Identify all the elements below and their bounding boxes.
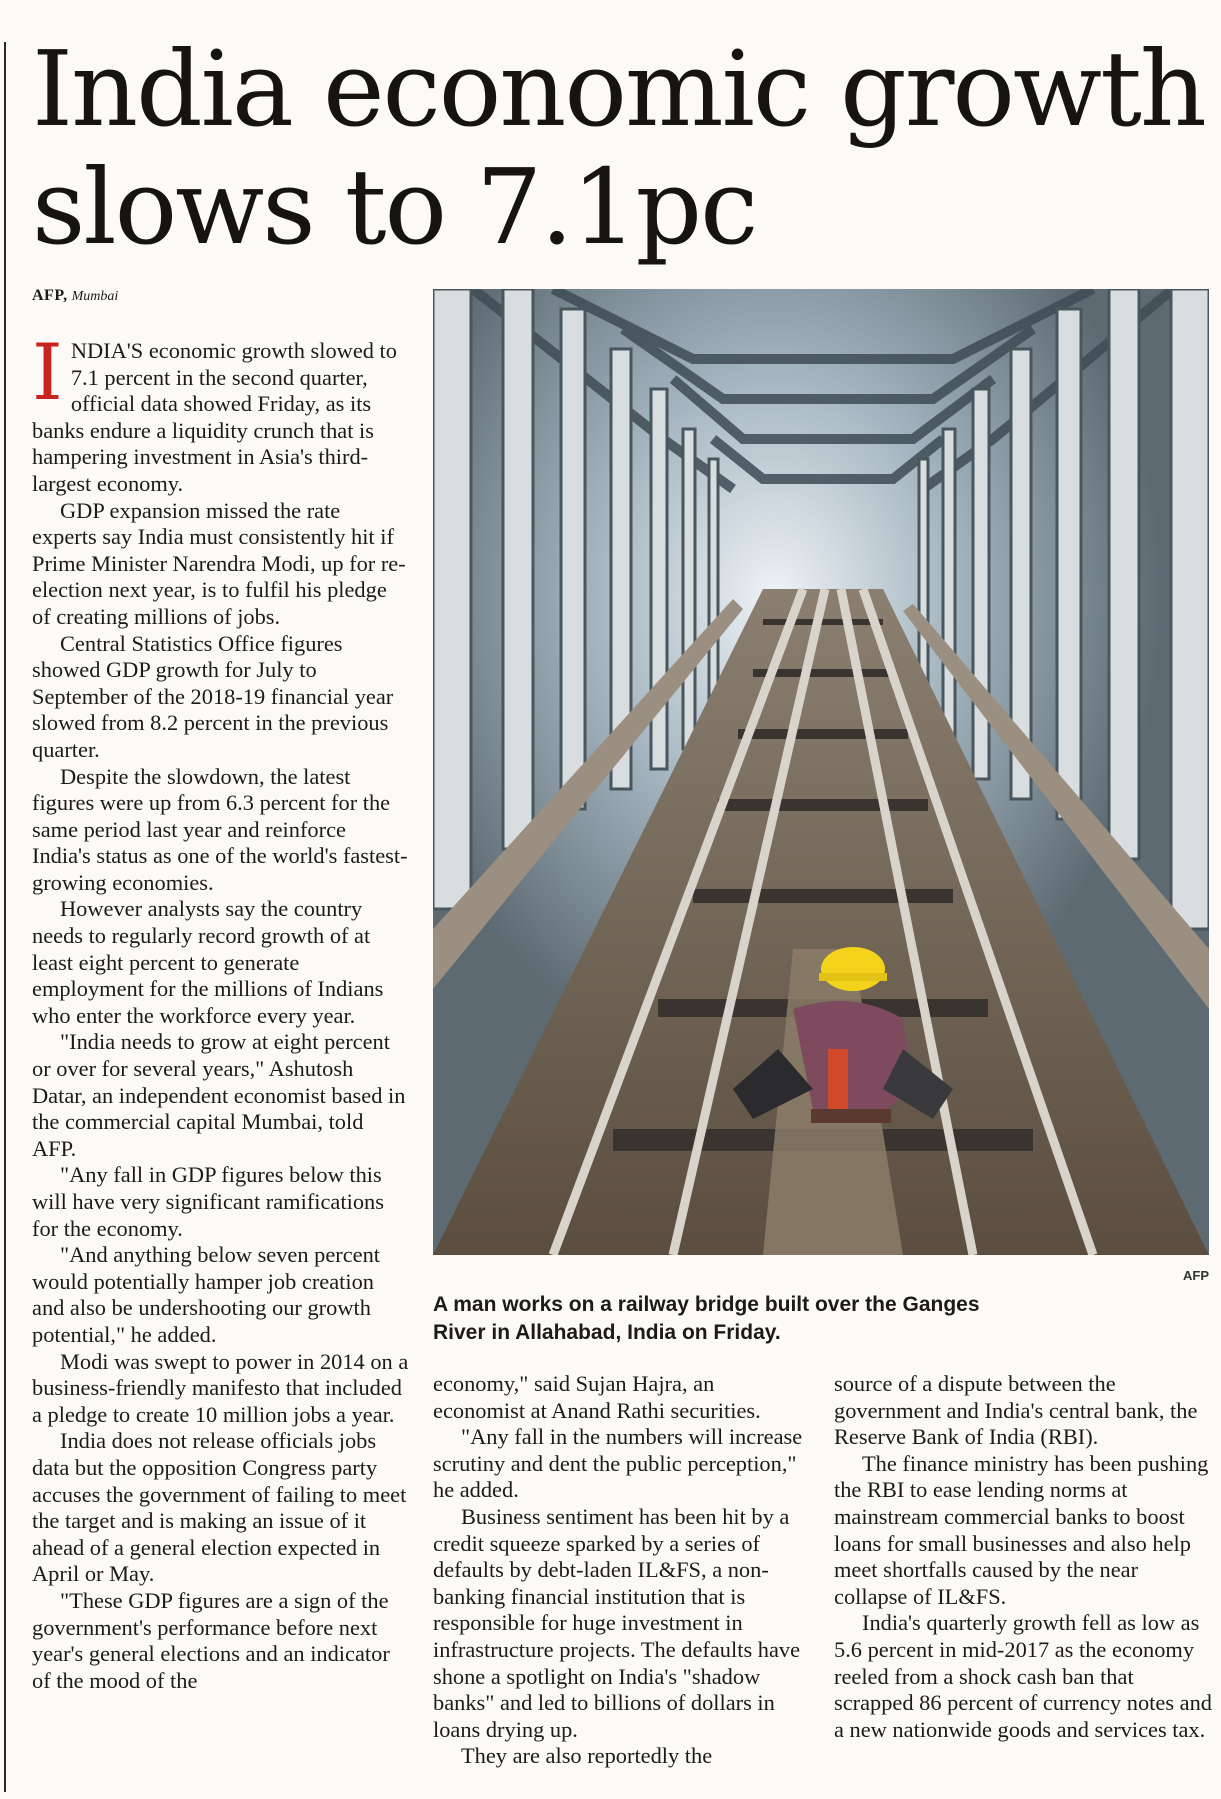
photo-caption (433, 1291, 1073, 1347)
article-column-2 (433, 1371, 811, 1770)
paragraph: source of a dispute between the government and India's central bank, the Reserve Bank of India (RBI). (834, 1371, 1198, 1450)
paragraph: "Any fall in the numbers will increase scrutiny and dent the public perception," he added. (433, 1424, 803, 1503)
dropcap: I (32, 328, 63, 418)
paragraph: However analysts say the country needs to regularly record growth of at least eight percent to generate employment for the millions of Indians who enter the workforce every year. (32, 896, 384, 1028)
paragraph: India's quarterly growth fell as low as 5.6 percent in mid-2017 as the economy reeled from a shock cash ban that scrapped 86 percent of currency notes and a new nationwide goods and services tax. (834, 1610, 1212, 1742)
railway-bridge-illustration (433, 289, 1209, 1255)
paragraph: Business sentiment has been hit by a credit squeeze sparked by a series of defaults by debt-laden IL&FS, a non-banking financial institution that is responsible for huge investment in infrastructure projects. The defaults have shone a spotlight on India's "shadow banks" and led to billions of dollars in loans drying up. (433, 1503, 801, 1742)
paragraph: "India needs to grow at eight percent or over for several years," Ashutosh Datar, an independent economist based in the commercial capital Mumbai, told AFP. (32, 1029, 406, 1161)
paragraph: They are also reportedly the (461, 1743, 713, 1769)
caption-line-2: River in Allahabad, India on Friday. (433, 1321, 781, 1344)
paragraph: economy," said Sujan Hajra, an economist at Anand Rathi securities. (433, 1371, 761, 1423)
byline (32, 287, 118, 305)
article-column-1 (32, 328, 410, 1694)
caption-line-1: A man works on a railway bridge built over the Ganges (433, 1293, 980, 1316)
paragraph: GDP expansion missed the rate experts say India must consistently hit if Prime Minister Narendra Modi, up for re-election next year, is to fulfil his pledge of creating millions of jobs. (32, 497, 406, 629)
paragraph: "Any fall in GDP figures below this will have very significant ramifications for the economy. (32, 1162, 384, 1241)
paragraph: India does not release officials jobs data but the opposition Congress party accuses the government of failing to meet the target and is making an issue of it ahead of a general election expected in April or May. (32, 1428, 407, 1587)
news-photo-railway-bridge (433, 289, 1209, 1255)
photo-credit: AFP (1183, 1268, 1209, 1283)
headline-line-2: slows to 7.1pc (32, 146, 757, 268)
paragraph: The finance ministry has been pushing the RBI to ease lending norms at mainstream commercial banks to boost loans for small businesses and also help meet shortfalls caused by the near collapse of IL&FS. (834, 1450, 1209, 1609)
paragraph: Modi was swept to power in 2014 on a business-friendly manifesto that included a pledge to create 10 million jobs a year. (32, 1348, 409, 1427)
paragraph: "And anything below seven percent would potentially hamper job creation and also be undershooting our growth potential," he added. (32, 1242, 381, 1347)
paragraph: INDIA'S economic growth slowed to 7.1 percent in the second quarter, official data showed Friday, as its banks endure a liquidity crunch that is hampering investment in Asia's third-largest economy. (32, 328, 397, 496)
paragraph: "These GDP figures are a sign of the government's performance before next year's general elections and an indicator of the mood of the (32, 1587, 390, 1693)
byline-agency: AFP, (32, 287, 68, 304)
byline-place: Mumbai (71, 289, 119, 304)
headline-line-1: India economic growth (32, 28, 1205, 150)
paragraph: Despite the slowdown, the latest figures were up from 6.3 percent for the same period last year and reinforce India's status as one of the world's fastest-growing economies. (32, 763, 408, 895)
headline (32, 30, 1212, 266)
paragraph: Central Statistics Office figures showed GDP growth for July to September of the 2018-19 financial year slowed from 8.2 percent in the previous quarter. (32, 630, 394, 762)
column-rule (4, 42, 6, 1792)
article-column-3 (834, 1371, 1212, 1743)
